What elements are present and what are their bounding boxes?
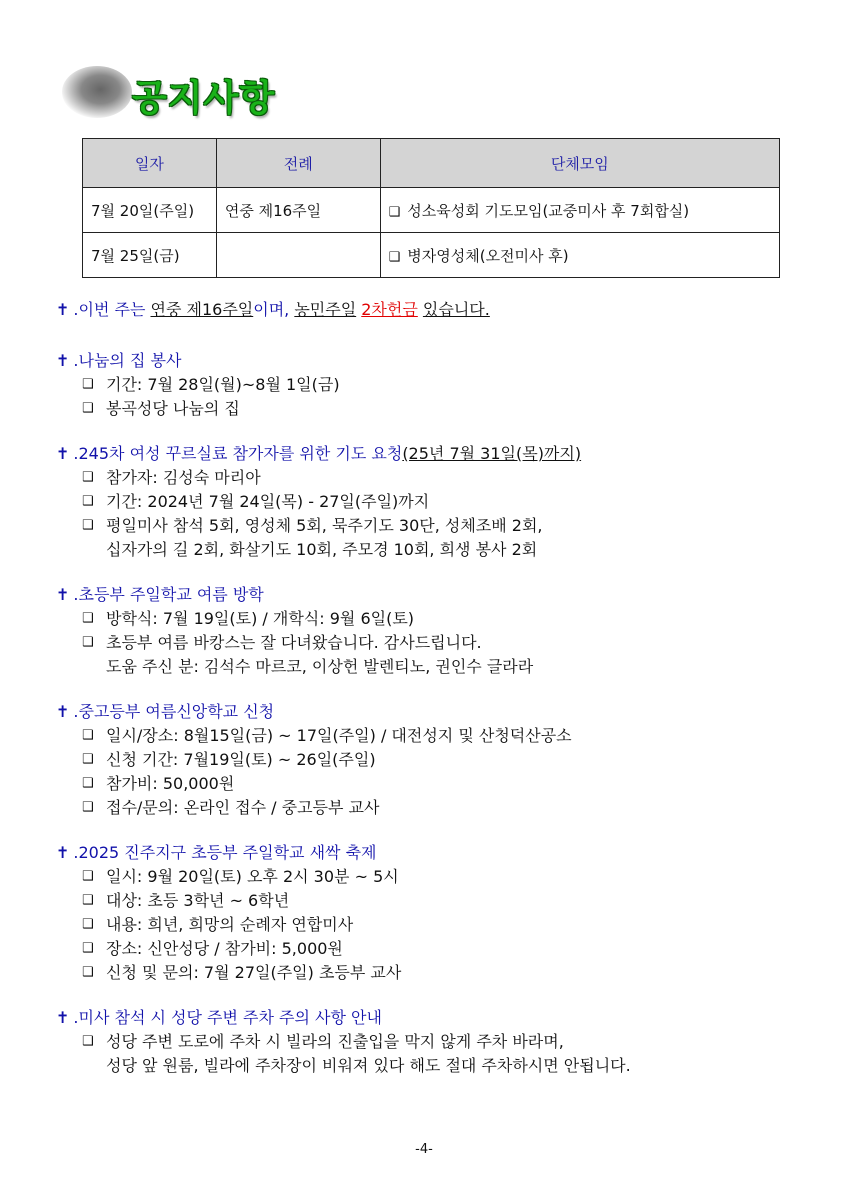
section-heading-text: .중고등부 여름신앙학교 신청 (73, 702, 275, 721)
notice-section (56, 841, 816, 985)
meeting-text: 성소육성회 기도모임(교중미사 후 7회합실) (407, 201, 690, 220)
notice-highlight: 2차헌금 (361, 300, 418, 319)
list-item-text: ❑ 접수/문의: 온라인 접수 / 중고등부 교사 (106, 798, 380, 817)
section-heading-text: .초등부 주일학교 여름 방학 (73, 585, 264, 604)
list-item-text: ❑ 평일미사 참석 5회, 영성체 5회, 묵주기도 30단, 성체조배 2회, 십자가의 길 2회, 화살기도 10회, 주모경 10회, 희생 봉사 2회 (106, 516, 543, 559)
notice-underlined: 농민주일 (294, 300, 357, 319)
list-item-text: ❑ 참가자: 김성숙 마리아 (106, 468, 261, 487)
schedule-table (82, 138, 780, 278)
list-item (56, 748, 816, 772)
cross-icon: ✝ (56, 351, 70, 370)
list-item (56, 889, 816, 913)
notice-text: .이번 주는 (73, 300, 151, 319)
section-heading-text: .나눔의 집 봉사 (73, 351, 182, 370)
list-item (56, 373, 816, 397)
list-item-text: ❑ 참가비: 50,000원 (106, 774, 235, 793)
section-heading-text: .미사 참석 시 성당 주변 주차 주의 사항 안내 (73, 1008, 382, 1027)
section-heading (56, 700, 816, 724)
list-item-text: ❑ 초등부 여름 바캉스는 잘 다녀왔습니다. 감사드립니다. 도움 주신 분: 김석수 마르코, 이상헌 발렌티노, 권인수 글라라 (106, 633, 534, 676)
list-item-text: ❑ 대상: 초등 3학년 ~ 6학년 (106, 891, 290, 910)
section-heading-extra: (25년 7월 31일(목)까지) (402, 444, 582, 463)
page-title: 공지사항 (132, 78, 276, 119)
cell-liturgy (216, 233, 380, 278)
notice-section (56, 1006, 816, 1078)
list-item (56, 466, 816, 490)
cell-liturgy: 연중 제16주일 (216, 188, 380, 233)
notice-section-1 (56, 298, 816, 322)
list-item-text: ❑ 신청 및 문의: 7월 27일(주일) 초등부 교사 (106, 963, 402, 982)
list-item-text: ❑ 방학식: 7월 19일(토) / 개학식: 9월 6일(토) (106, 609, 415, 628)
list-item (56, 514, 816, 562)
list-item-text: ❑ 일시/장소: 8월15일(금) ~ 17일(주일) / 대전성지 및 산청덕산공소 (106, 726, 572, 745)
notice-section (56, 349, 816, 421)
page-number: -4- (415, 1142, 433, 1157)
list-item-text: ❑ 성당 주변 도로에 주차 시 빌라의 진출입을 막지 않게 주차 바라며, 성당 앞 원룸, 빌라에 주차장이 비워져 있다 해도 절대 주차하시면 안됩니다. (106, 1032, 631, 1075)
section-heading (56, 841, 816, 865)
list-item-text: ❑ 기간: 2024년 7월 24일(목) - 27일(주일)까지 (106, 492, 430, 511)
list-item (56, 772, 816, 796)
section-heading (56, 1006, 816, 1030)
checkbox-icon (389, 202, 408, 220)
list-item-text: ❑ 장소: 신안성당 / 참가비: 5,000원 (106, 939, 343, 958)
list-item (56, 796, 816, 820)
list-item-text: ❑ 내용: 희년, 희망의 순례자 연합미사 (106, 915, 354, 934)
cell-date: 7월 25일(금) (83, 233, 217, 278)
section-heading (56, 442, 816, 466)
list-item (56, 724, 816, 748)
header-meeting: 단체모임 (380, 139, 779, 188)
list-item (56, 937, 816, 961)
notice-section (56, 700, 816, 820)
section-heading-text: .245차 여성 꾸르실료 참가자를 위한 기도 요청 (73, 444, 403, 463)
notice-text: 이며, (253, 300, 295, 319)
list-item (56, 1030, 816, 1078)
header-date: 일자 (83, 139, 217, 188)
cross-icon: ✝ (56, 300, 70, 319)
list-item-text: ❑ 봉곡성당 나눔의 집 (106, 399, 240, 418)
list-item-text: ❑ 일시: 9월 20일(토) 오후 2시 30분 ~ 5시 (106, 867, 399, 886)
table-header-row (83, 139, 780, 188)
list-item (56, 913, 816, 937)
list-item (56, 631, 816, 679)
decorative-blob-icon (62, 66, 132, 118)
notice-list (56, 298, 816, 1099)
table-row (83, 188, 780, 233)
notice-underlined: 연중 제16주일 (150, 300, 254, 319)
header-liturgy: 전례 (216, 139, 380, 188)
cell-meeting (380, 188, 779, 233)
list-item (56, 397, 816, 421)
notice-underlined: 있습니다. (422, 300, 490, 319)
list-item-text: ❑ 기간: 7월 28일(월)~8월 1일(금) (106, 375, 340, 394)
list-item (56, 865, 816, 889)
cross-icon: ✝ (56, 702, 70, 721)
notice-section (56, 442, 816, 562)
cell-date: 7월 20일(주일) (83, 188, 217, 233)
cross-icon: ✝ (56, 444, 70, 463)
title-banner (58, 64, 318, 124)
cross-icon: ✝ (56, 1008, 70, 1027)
section-heading-text: .2025 진주지구 초등부 주일학교 새싹 축제 (73, 843, 377, 862)
notice-section (56, 583, 816, 679)
list-item-text: ❑ 신청 기간: 7월19일(토) ~ 26일(주일) (106, 750, 376, 769)
list-item (56, 961, 816, 985)
checkbox-icon (389, 247, 408, 265)
cross-icon: ✝ (56, 843, 70, 862)
section-heading (56, 349, 816, 373)
list-item (56, 490, 816, 514)
cell-meeting (380, 233, 779, 278)
cross-icon: ✝ (56, 585, 70, 604)
section-heading (56, 583, 816, 607)
table-row (83, 233, 780, 278)
list-item (56, 607, 816, 631)
meeting-text: 병자영성체(오전미사 후) (407, 246, 569, 265)
